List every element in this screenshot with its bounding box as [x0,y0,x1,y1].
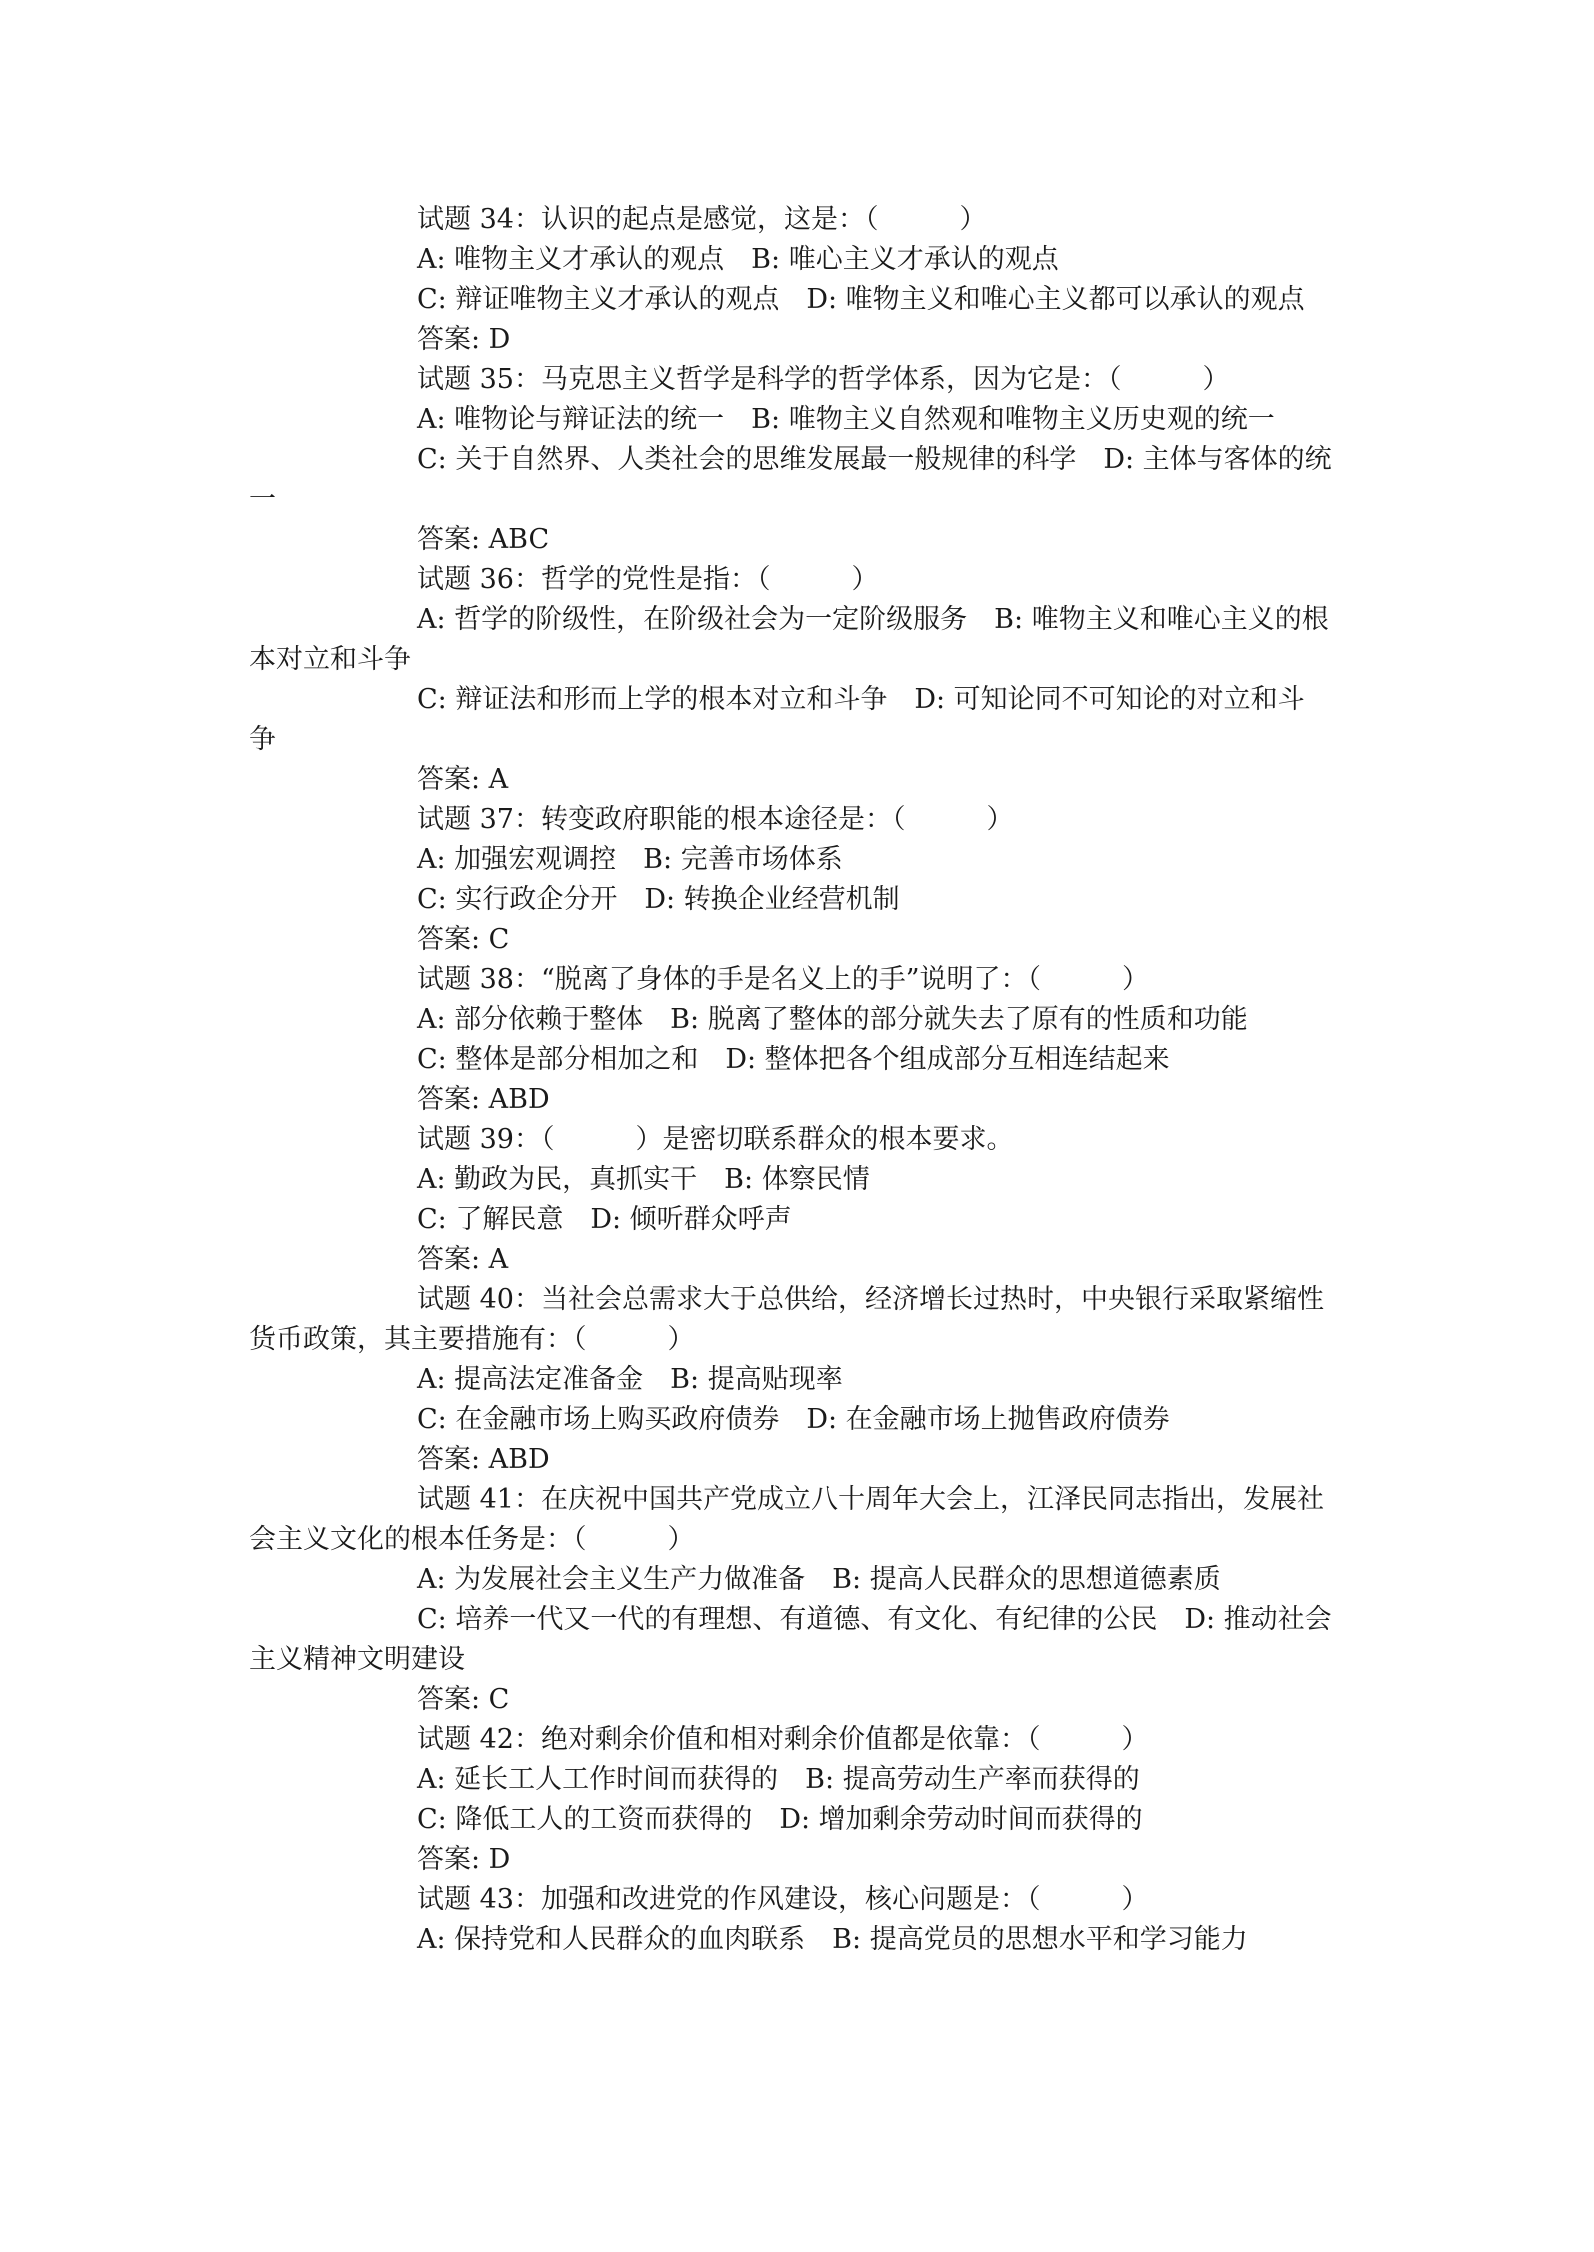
question-options: 本对立和斗争 [249,644,411,675]
question-options: C: 实行政企分开 D: 转换企业经营机制 [417,884,900,915]
question-stem: 试题 36：哲学的党性是指：（ ） [417,564,879,595]
question-options: A: 勤政为民，真抓实干 B: 体察民情 [417,1164,870,1195]
question-stem: 试题 43：加强和改进党的作风建设，核心问题是：（ ） [417,1884,1149,1915]
question-options: A: 加强宏观调控 B: 完善市场体系 [417,844,843,875]
question-options: C: 辩证法和形而上学的根本对立和斗争 D: 可知论同不可知论的对立和斗 [417,684,1305,715]
question-options: C: 在金融市场上购买政府债券 D: 在金融市场上抛售政府债券 [417,1404,1170,1435]
question-options: 争 [249,724,276,755]
question-answer: 答案: D [417,1844,511,1875]
question-options: C: 辩证唯物主义才承认的观点 D: 唯物主义和唯心主义都可以承认的观点 [417,284,1305,315]
question-stem: 试题 34：认识的起点是感觉，这是：（ ） [417,204,987,235]
question-answer: 答案: C [417,924,510,955]
question-stem: 试题 39：（ ）是密切联系群众的根本要求。 [417,1124,1014,1155]
question-options: C: 了解民意 D: 倾听群众呼声 [417,1204,792,1235]
question-answer: 答案: ABD [417,1084,550,1115]
question-stem: 会主义文化的根本任务是：（ ） [249,1524,695,1555]
question-answer: 答案: A [417,1244,509,1275]
question-stem: 试题 35：马克思主义哲学是科学的哲学体系，因为它是：（ ） [417,364,1230,395]
question-stem: 货币政策，其主要措施有：（ ） [249,1324,695,1355]
question-options: C: 降低工人的工资而获得的 D: 增加剩余劳动时间而获得的 [417,1804,1143,1835]
question-options: 一 [249,484,276,515]
question-options: C: 整体是部分相加之和 D: 整体把各个组成部分互相连结起来 [417,1044,1170,1075]
question-stem: 试题 41：在庆祝中国共产党成立八十周年大会上，江泽民同志指出，发展社 [417,1484,1324,1515]
question-stem: 试题 37：转变政府职能的根本途径是：（ ） [417,804,1014,835]
question-answer: 答案: ABC [417,524,550,555]
question-options: C: 培养一代又一代的有理想、有道德、有文化、有纪律的公民 D: 推动社会 [417,1604,1332,1635]
question-options: 主义精神文明建设 [249,1644,465,1675]
question-options: A: 唯物论与辩证法的统一 B: 唯物主义自然观和唯物主义历史观的统一 [417,404,1275,435]
question-options: A: 部分依赖于整体 B: 脱离了整体的部分就失去了原有的性质和功能 [417,1004,1248,1035]
question-options: C: 关于自然界、人类社会的思维发展最一般规律的科学 D: 主体与客体的统 [417,444,1332,475]
question-options: A: 延长工人工作时间而获得的 B: 提高劳动生产率而获得的 [417,1764,1140,1795]
question-answer: 答案: D [417,324,511,355]
question-options: A: 哲学的阶级性，在阶级社会为一定阶级服务 B: 唯物主义和唯心主义的根 [417,604,1329,635]
question-stem: 试题 42：绝对剩余价值和相对剩余价值都是依靠：（ ） [417,1724,1149,1755]
question-options: A: 唯物主义才承认的观点 B: 唯心主义才承认的观点 [417,244,1059,275]
question-answer: 答案: A [417,764,509,795]
question-stem: 试题 38：“脱离了身体的手是名义上的手”说明了：（ ） [417,964,1150,995]
question-options: A: 为发展社会主义生产力做准备 B: 提高人民群众的思想道德素质 [417,1564,1221,1595]
question-answer: 答案: C [417,1684,510,1715]
question-options: A: 提高法定准备金 B: 提高贴现率 [417,1364,843,1395]
question-stem: 试题 40：当社会总需求大于总供给，经济增长过热时，中央银行采取紧缩性 [417,1284,1324,1315]
document-page [249,200,1363,1960]
question-options: A: 保持党和人民群众的血肉联系 B: 提高党员的思想水平和学习能力 [417,1924,1248,1955]
question-answer: 答案: ABD [417,1444,550,1475]
